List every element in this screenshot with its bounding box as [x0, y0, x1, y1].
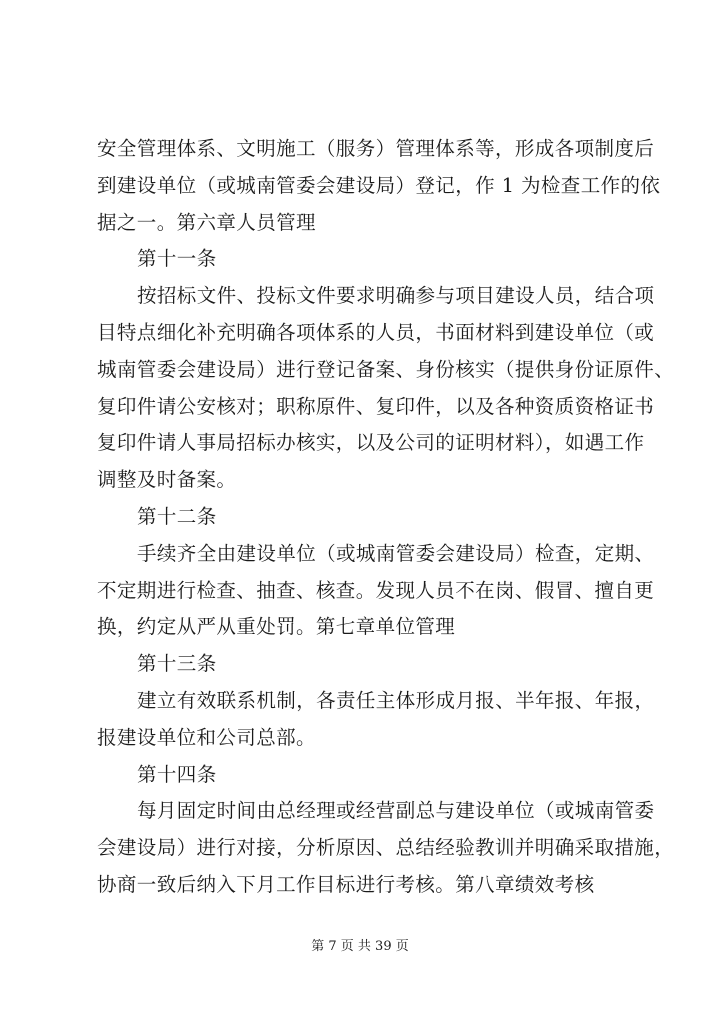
text-line: 第十三条 — [137, 652, 217, 676]
page-footer: 第 7 页 共 39 页 — [311, 939, 409, 954]
document-body — [97, 131, 675, 904]
text-line: 协商一致后纳入下月工作目标进行考核。第八章绩效考核 — [97, 872, 595, 896]
text-line: 目特点细化补充明确各项体系的人员，书面材料到建设单位（或 — [97, 320, 655, 344]
text-line: 不定期进行检查、抽查、核查。发现人员不在岗、假冒、擅自更 — [97, 578, 655, 602]
text-line: 第十四条 — [137, 762, 217, 786]
text-line: 每月固定时间由总经理或经营副总与建设单位（或城南管委 — [137, 799, 655, 823]
text-line: 安全管理体系、文明施工（服务）管理体系等，形成各项制度后 — [97, 137, 655, 160]
text-line: 到建设单位（或城南管委会建设局）登记，作 1 为检查工作的依 — [97, 173, 661, 197]
text-line: 据之一。第六章人员管理 — [97, 210, 316, 234]
text-line: 建立有效联系机制，各责任主体形成月报、半年报、年报， — [137, 688, 655, 712]
text-line: 调整及时备案。 — [97, 468, 237, 492]
text-line: 复印件请公安核对；职称原件、复印件，以及各种资质资格证书 — [97, 394, 655, 418]
text-line: 按招标文件、投标文件要求明确参与项目建设人员，结合项 — [137, 284, 655, 308]
text-line: 换，约定从严从重处罚。第七章单位管理 — [97, 615, 456, 639]
text-line: 报建设单位和公司总部。 — [97, 725, 316, 749]
text-line: 手续齐全由建设单位（或城南管委会建设局）检查，定期、 — [137, 541, 655, 565]
text-line: 城南管委会建设局）进行登记备案、身份核实（提供身份证原件、 — [97, 357, 675, 381]
text-line: 复印件请人事局招标办核实，以及公司的证明材料），如遇工作 — [97, 431, 645, 455]
text-line: 第十二条 — [137, 504, 217, 528]
text-line: 第十一条 — [137, 247, 217, 271]
text-line: 会建设局）进行对接，分析原因、总结经验教训并明确采取措施， — [97, 836, 675, 860]
